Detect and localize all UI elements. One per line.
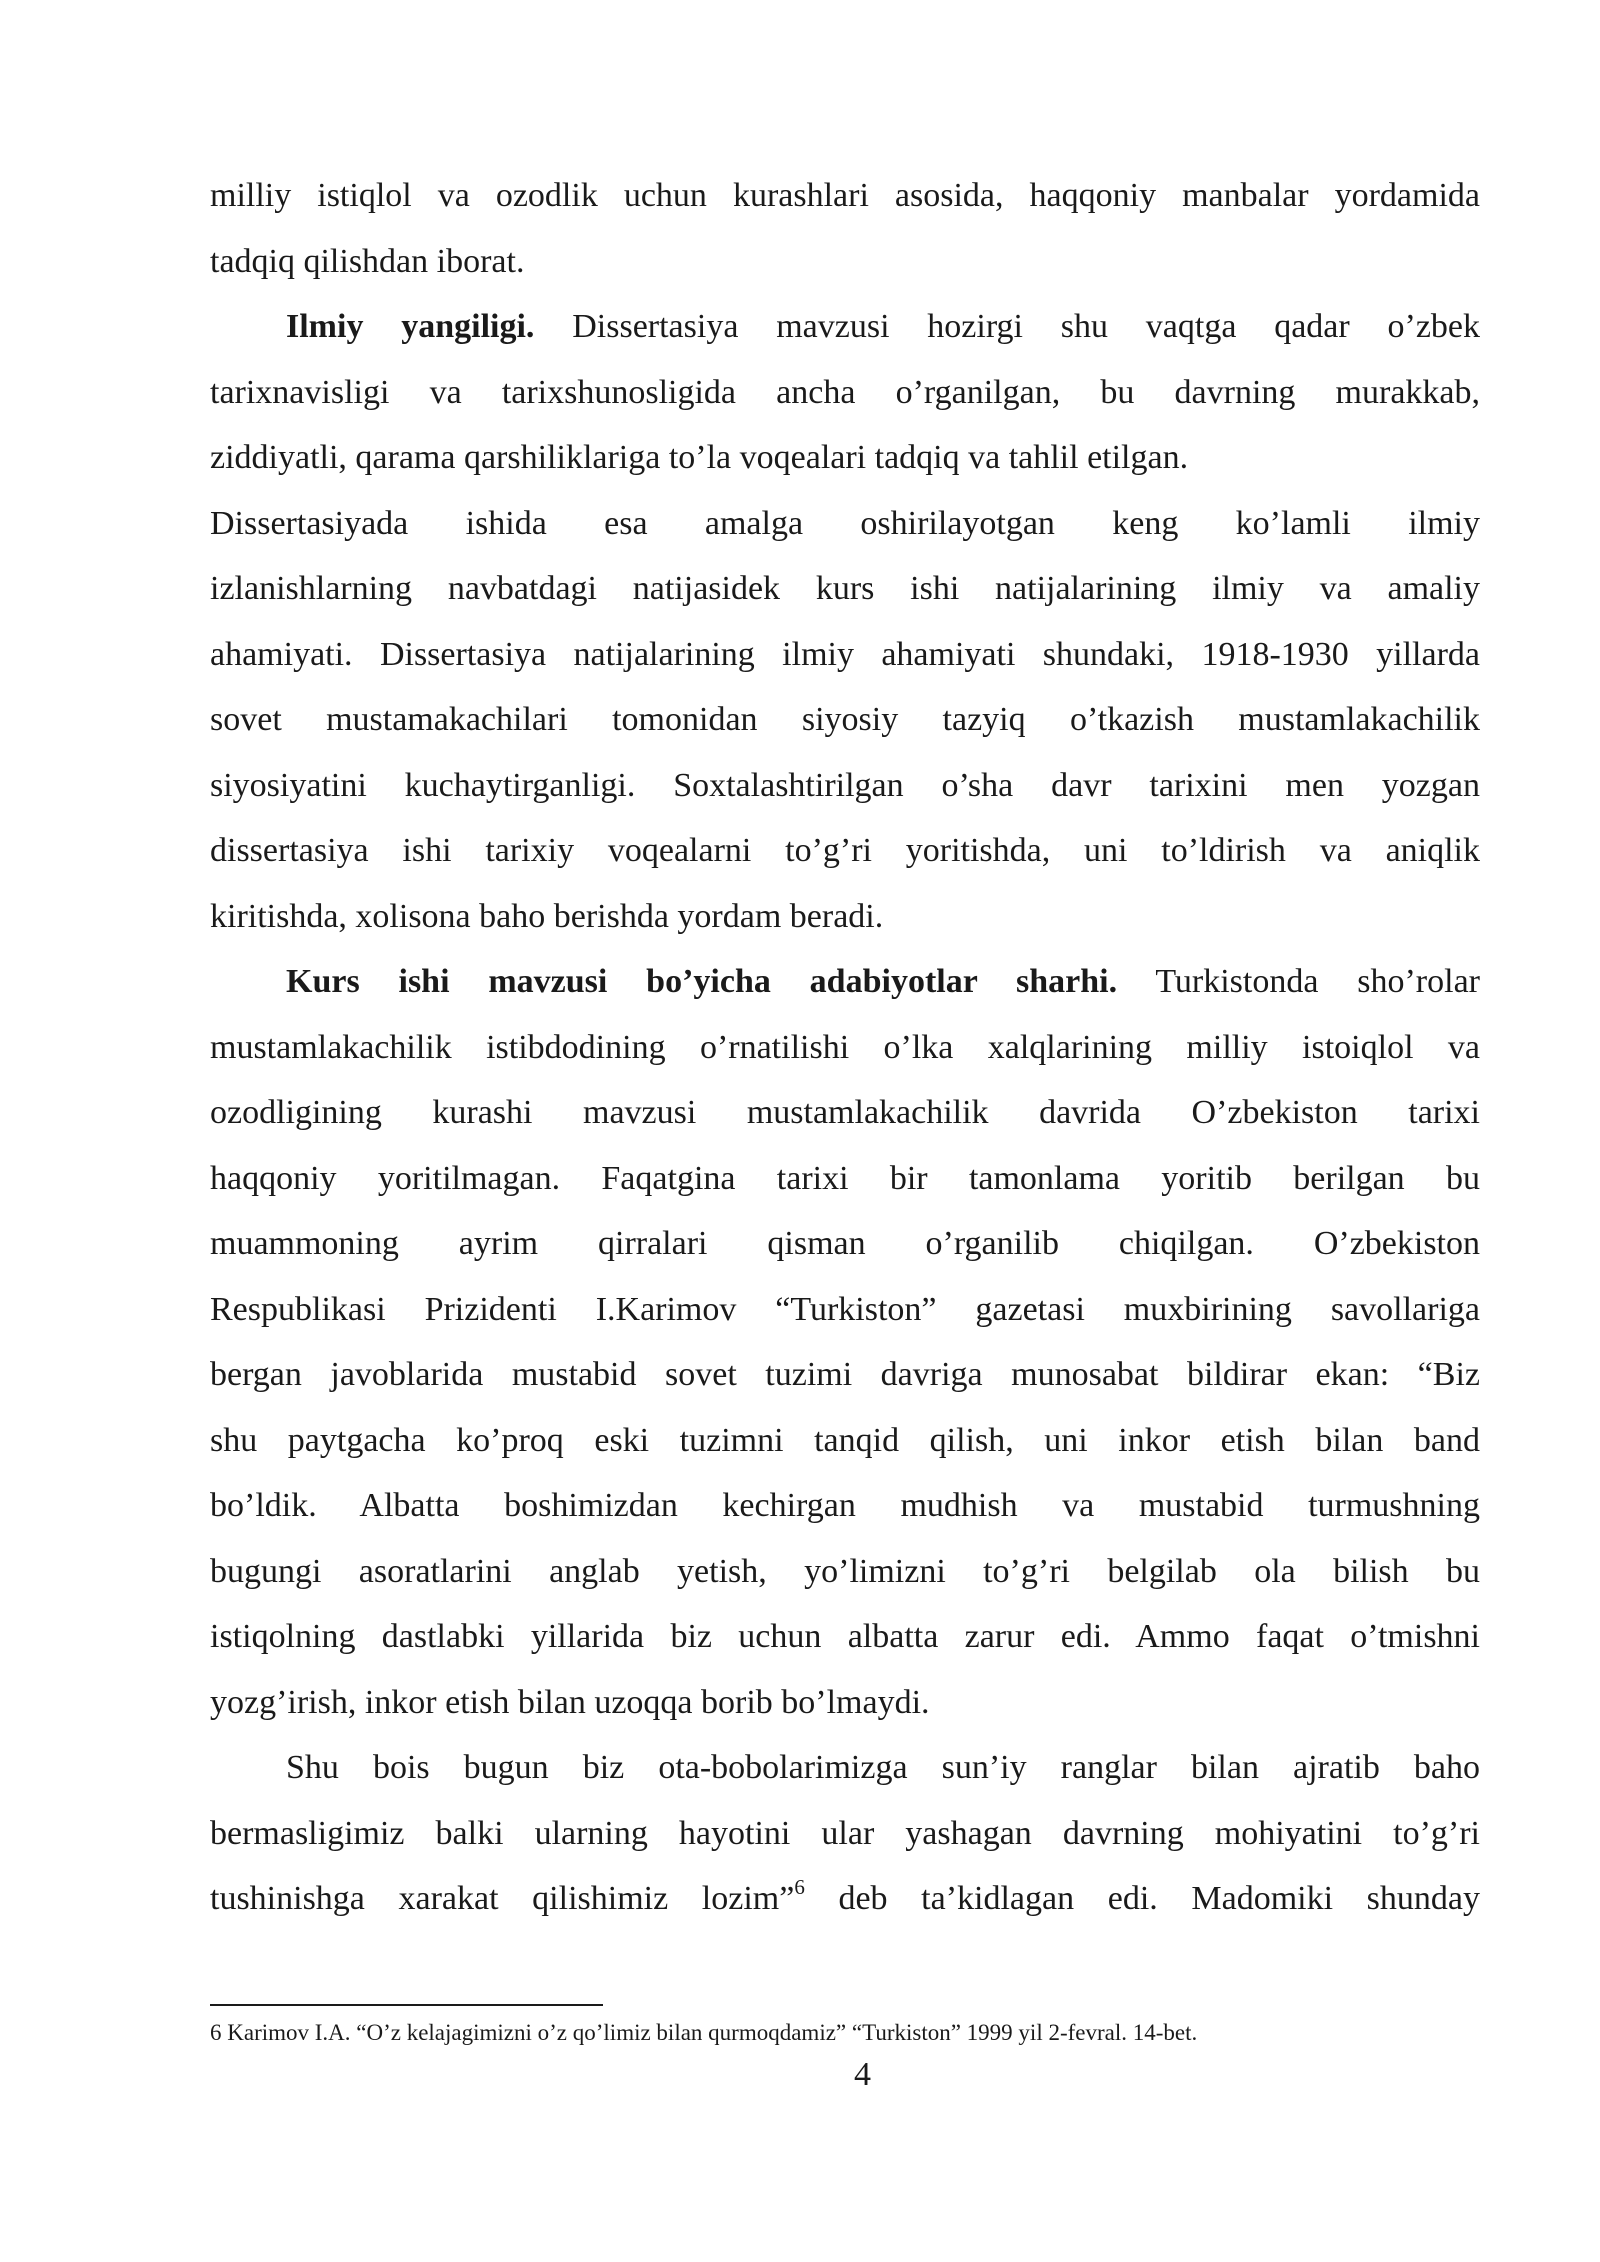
- text-fragment: Dissertasiya mavzusi hozirgi shu vaqtga qadar o’zbek: [572, 308, 1481, 345]
- text-line: izlanishlarning navbatdagi natijasidek kurs ishi natijalarining ilmiy va amaliy: [210, 570, 1480, 607]
- text-line: ahamiyati. Dissertasiya natijalarining ilmiy ahamiyati shundaki, 1918-1930 yillarda: [210, 635, 1480, 673]
- text-line: sovet mustamakachilari tomonidan siyosiy tazyiq o’tkazish mustamlakachilik: [210, 701, 1480, 738]
- paragraph: [210, 491, 1480, 950]
- text-line: [210, 949, 1480, 1015]
- text-line: Respublikasi Prizidenti I.Karimov “Turkiston” gazetasi muxbirining savollariga: [210, 1290, 1480, 1328]
- section-heading: Ilmiy yangiligi.: [286, 308, 535, 345]
- text-line: [210, 1866, 1480, 1932]
- text-line: bugungi asoratlarini anglab yetish, yo’limizni to’g’ri belgilab ola bilish bu: [210, 1552, 1480, 1590]
- text-line: Dissertasiyada ishida esa amalga oshirilayotgan keng ko’lamli ilmiy: [210, 504, 1480, 542]
- text-line: ziddiyatli, qarama qarshiliklariga to’la voqealari tadqiq va tahlil etilgan.: [210, 439, 1189, 476]
- text-line: istiqolning dastlabki yillarida biz uchun albatta zarur edi. Ammo faqat o’tmishni: [210, 1618, 1480, 1655]
- text-line: yozg’irish, inkor etish bilan uzoqqa borib bo’lmaydi.: [210, 1683, 930, 1721]
- text-line: muammoning ayrim qirralari qisman o’rganilib chiqilgan. O’zbekiston: [210, 1225, 1480, 1262]
- text-line: tadqiq qilishdan iborat.: [210, 242, 525, 280]
- text-line: ozodligining kurashi mavzusi mustamlakachilik davrida O’zbekiston tarixi: [210, 1094, 1480, 1131]
- document-body: [210, 163, 1480, 1932]
- text-line: siyosiyatini kuchaytirganligi. Soxtalashtirilgan o’sha davr tarixini men yozgan: [210, 766, 1480, 804]
- text-line: tarixnavisligi va tarixshunosligida ancha o’rganilgan, bu davrning murakkab,: [210, 373, 1480, 411]
- text-line: mustamlakachilik istibdodining o’rnatilishi o’lka xalqlarining milliy istoiqlol va: [210, 1028, 1480, 1066]
- paragraph: [210, 294, 1480, 491]
- footnote-reference[interactable]: 6: [794, 1874, 805, 1899]
- text-line: bergan javoblarida mustabid sovet tuzimi davriga munosabat bildirar ekan: “Biz: [210, 1356, 1480, 1393]
- text-line: [210, 294, 1480, 360]
- text-line: Shu bois bugun biz ota-bobolarimizga sun’iy ranglar bilan ajratib baho: [286, 1749, 1480, 1786]
- paragraph: [210, 163, 1480, 294]
- text-line: kiritishda, xolisona baho berishda yordam beradi.: [210, 897, 884, 935]
- footnote-separator: [210, 2004, 603, 2006]
- page-number: 4: [854, 2056, 871, 2093]
- section-heading: Kurs ishi mavzusi bo’yicha adabiyotlar sharhi.: [286, 963, 1118, 1000]
- text-fragment: Turkistonda sho’rolar: [1155, 963, 1480, 1000]
- footnote: 6 Karimov I.A. “O’z kelajagimizni o’z qo’limiz bilan qurmoqdamiz” “Turkiston” 1999 yil 2-fevral. 14-bet.: [210, 2020, 1198, 2045]
- text-fragment: tushinishga xarakat qilishimiz lozim”: [210, 1880, 795, 1917]
- paragraph: [210, 949, 1480, 1735]
- text-line: dissertasiya ishi tarixiy voqealarni to’g’ri yoritishda, uni to’ldirish va aniqlik: [210, 832, 1480, 869]
- text-fragment: deb ta’kidlagan edi. Madomiki shunday: [804, 1880, 1480, 1917]
- text-line: bermasligimiz balki ularning hayotini ular yashagan davrning mohiyatini to’g’ri: [210, 1814, 1480, 1852]
- text-line: milliy istiqlol va ozodlik uchun kurashlari asosida, haqqoniy manbalar yordamida: [210, 177, 1480, 214]
- paragraph: [210, 1735, 1480, 1932]
- text-line: haqqoniy yoritilmagan. Faqatgina tarixi bir tamonlama yoritib berilgan bu: [210, 1159, 1480, 1197]
- text-line: shu paytgacha ko’proq eski tuzimni tanqid qilish, uni inkor etish bilan band: [210, 1421, 1480, 1459]
- text-line: bo’ldik. Albatta boshimizdan kechirgan mudhish va mustabid turmushning: [210, 1487, 1480, 1524]
